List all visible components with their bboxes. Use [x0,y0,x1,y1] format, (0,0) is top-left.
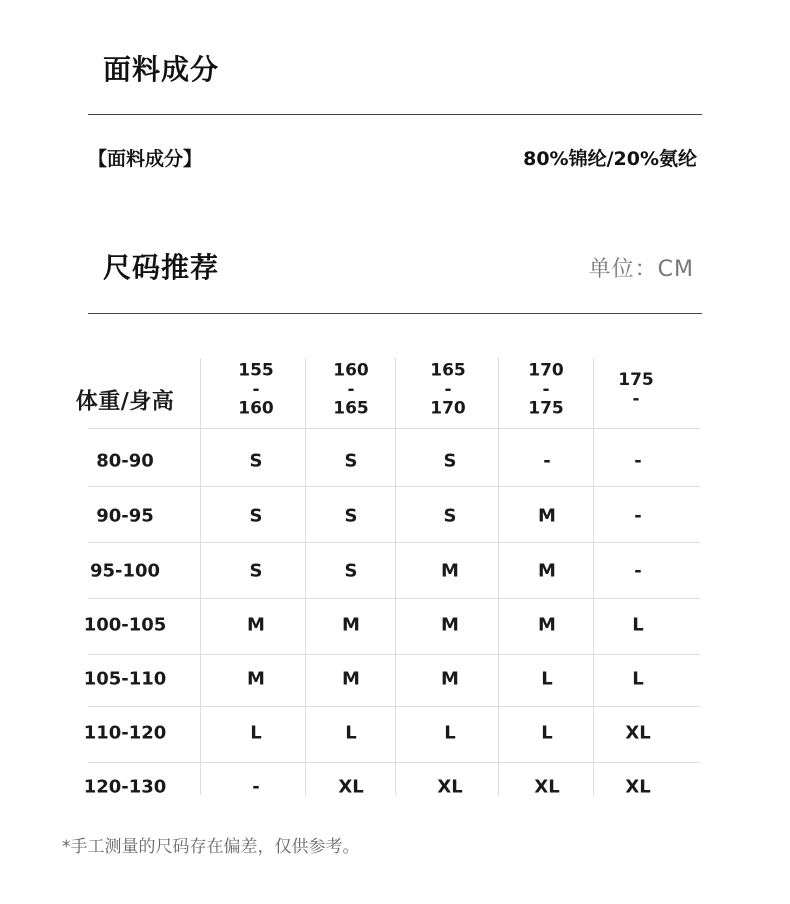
grid-vline [395,358,396,795]
weight-range-cell: 100-105 [83,614,167,636]
size-cell: L [541,722,553,744]
height-range-dash: - [444,379,452,400]
height-range-end: 175 [528,398,564,419]
size-cell: - [543,450,551,472]
grid-vline [498,358,499,795]
size-cell: M [342,614,360,636]
height-range-dash: - [542,379,550,400]
grid-vline [593,358,594,795]
size-cell: M [247,614,265,636]
size-cell: L [632,614,644,636]
size-cell: - [634,450,642,472]
grid-hline [88,706,700,707]
size-cell: M [247,668,265,690]
sizing-section-title: 尺码推荐 [103,251,220,284]
fabric-value: 80%锦纶/20%氨纶 [523,148,697,170]
size-cell: S [443,505,457,527]
size-cell: XL [625,776,651,798]
table-column-header [238,362,274,419]
grid-hline [88,428,700,429]
size-cell: L [345,722,357,744]
weight-range-cell: 110-120 [83,722,167,744]
size-cell: S [249,560,263,582]
size-cell: M [538,560,556,582]
size-cell: S [443,450,457,472]
size-cell: XL [534,776,560,798]
size-cell: M [441,560,459,582]
fabric-label: 【面料成分】 [88,148,203,170]
grid-vline [305,358,306,795]
size-cell: S [249,505,263,527]
height-range-end: 160 [238,398,274,419]
unit-label: 单位：CM [588,257,694,282]
size-cell: XL [625,722,651,744]
size-cell: - [252,776,260,798]
size-cell: S [344,560,358,582]
size-cell: XL [338,776,364,798]
size-cell: - [634,505,642,527]
size-cell: M [441,614,459,636]
height-range-start: 170 [528,360,564,381]
table-column-header [618,371,654,409]
weight-range-cell: 80-90 [96,450,154,472]
footnote: *手工测量的尺码存在偏差，仅供参考。 [62,837,360,857]
weight-range-cell: 95-100 [89,560,161,582]
size-cell: S [344,450,358,472]
size-cell: S [249,450,263,472]
size-cell: XL [437,776,463,798]
height-range-dash: - [347,379,355,400]
size-cell: - [634,560,642,582]
size-cell: L [250,722,262,744]
size-cell: M [441,668,459,690]
size-cell: M [538,614,556,636]
table-corner-header: 体重/身高 [75,389,175,415]
grid-hline [88,542,700,543]
height-range-end: 165 [333,398,369,419]
weight-range-cell: 90-95 [96,505,154,527]
size-cell: M [342,668,360,690]
weight-range-cell: 105-110 [83,668,167,690]
height-range-dash: - [632,389,640,409]
table-column-header [333,362,369,419]
height-range-start: 175 [618,370,654,390]
table-column-header [528,362,564,419]
grid-hline [88,654,700,655]
height-range-start: 155 [238,360,274,381]
weight-range-cell: 120-130 [83,776,167,798]
grid-hline [88,598,700,599]
size-cell: L [632,668,644,690]
size-cell: L [444,722,456,744]
size-cell: M [538,505,556,527]
grid-vline [200,358,201,795]
grid-hline [88,486,700,487]
table-column-header [430,362,466,419]
height-range-dash: - [252,379,260,400]
size-cell: S [344,505,358,527]
grid-hline [88,762,700,763]
height-range-end: 170 [430,398,466,419]
fabric-section-title: 面料成分 [103,53,220,86]
height-range-start: 165 [430,360,466,381]
height-range-start: 160 [333,360,369,381]
size-cell: L [541,668,553,690]
